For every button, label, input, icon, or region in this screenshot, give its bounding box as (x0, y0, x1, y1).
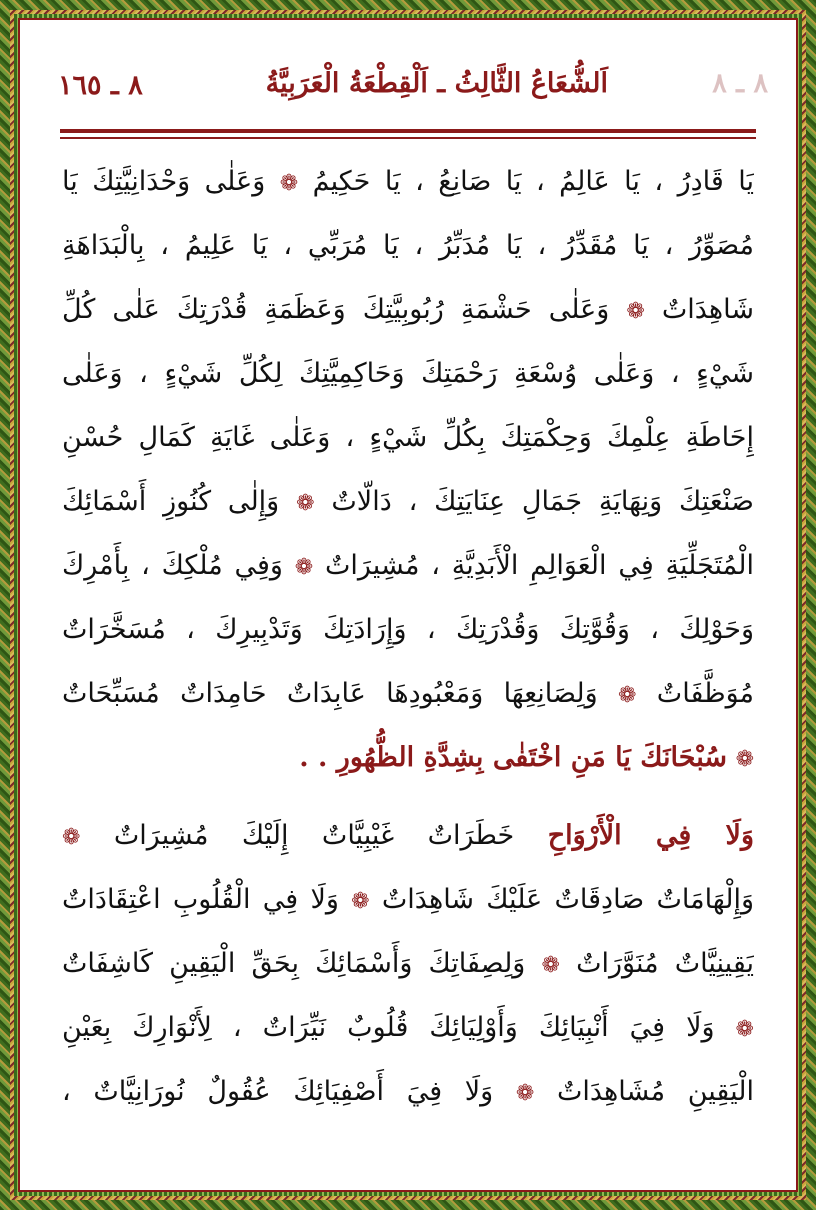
rose-ornament-icon: ❁ (515, 1081, 535, 1106)
header-rule-thick (60, 129, 756, 133)
text-line-2: مُصَوِّرُ ، يَا مُقَدِّرُ ، يَا مُدَبِّرُ ، يَا مُرَبِّي ، يَا عَلِيمُ ، بِالْبَدَاهَةِ (62, 230, 754, 261)
text-line-5: إِحَاطَةِ عِلْمِكَ وَحِكْمَتِكَ بِكُلِّ شَيْءٍ ، وَعَلٰى غَايَةِ كَمَالِ حُسْنِ (62, 422, 754, 453)
rose-ornament-icon: ❁ (62, 825, 81, 850)
header-rule-thin (60, 137, 756, 139)
rose-ornament-icon: ❁ (735, 1017, 754, 1042)
text-line-14: ❁ وَلَا فِيَ أَنْبِيَائِكَ وَأَوْلِيَائِكَ قُلُوبٌ نَيِّرَاتٌ ، لِأَنْوَارِكَ بِعَيْنِ (62, 1012, 754, 1043)
rose-ornament-icon: ❁ (618, 683, 637, 708)
text-line-13: يَقِينِيَّاتٌ مُنَوَّرَاتٌ ❁ وَلِصِفَاتِكَ وَأَسْمَائِكَ بِحَقِّ الْيَقِينِ كَاشِفَاتٌ (62, 948, 754, 979)
rose-ornament-icon: ❁ (294, 555, 314, 580)
text-line-6: صَنْعَتِكَ وَنِهَايَةِ جَمَالِ عِنَايَتِكَ ، دَالّاتٌ ❁ وَإِلٰى كُنُوزِ أَسْمَائِكَ (62, 486, 754, 517)
text-line-8: وَحَوْلِكَ ، وَقُوَّتِكَ وَقُدْرَتِكَ ، وَإِرَادَتِكَ وَتَدْبِيرِكَ ، مُسَخَّرَاتٌ (62, 614, 754, 645)
text-line-11: وَلَا فِي الْأَرْوَاحِ خَطَرَاتٌ غَيْبِيَّاتٌ إِلَيْكَ مُشِيرَاتٌ ❁ (62, 820, 754, 851)
text-line-9: مُوَظَّفَاتٌ ❁ وَلِصَانِعِهَا وَمَعْبُودِهَا عَابِدَاتٌ حَامِدَاتٌ مُسَبِّحَاتٌ (62, 678, 754, 709)
rose-ornament-icon: ❁ (279, 171, 299, 196)
text-line-4: شَيْءٍ ، وَعَلٰى وُسْعَةِ رَحْمَتِكَ وَحَاكِمِيَّتِكَ لِكُلِّ شَيْءٍ ، وَعَلٰى (62, 358, 754, 389)
text-line-7: الْمُتَجَلِّيَةِ فِي الْعَوَالِمِ الْأَبَدِيَّةِ ، مُشِيرَاتٌ ❁ وَفِي مُلْكِكَ ، بِأَمْرِكَ (62, 550, 754, 581)
text-line-15: الْيَقِينِ مُشَاهِدَاتٌ ❁ وَلَا فِيَ أَصْفِيَائِكَ عُقُولٌ نُورَانِيَّاتٌ ، (62, 1076, 754, 1107)
text-line-1: يَا قَادِرُ ، يَا عَالِمُ ، يَا صَانِعُ ، يَا حَكِيمُ ❁ وَعَلٰى وَحْدَانِيَّتِكَ يَا (62, 166, 754, 197)
rose-ornament-icon: ❁ (626, 299, 645, 324)
page-header (38, 60, 778, 120)
rose-ornament-icon: ❁ (735, 747, 754, 772)
para2-lead: وَلَا فِي الْأَرْوَاحِ (547, 820, 754, 851)
text-line-10 (62, 726, 754, 790)
rose-ornament-icon: ❁ (541, 953, 560, 978)
header-ghost-number: ٨ ـ ٨ (712, 68, 768, 99)
text-line-3: شَاهِدَاتٌ ❁ وَعَلٰى حَشْمَةِ رُبُوبِيَّتِكَ وَعَظَمَةِ قُدْرَتِكَ عَلٰى كُلِّ (62, 294, 754, 325)
rose-ornament-icon: ❁ (296, 491, 315, 516)
subhanak-phrase: سُبْحَانَكَ يَا مَنِ اخْتَفٰى بِشِدَّةِ الظُّهُورِ . . (299, 742, 727, 773)
rose-ornament-icon: ❁ (351, 889, 370, 914)
header-title: اَلشُّعَاعُ الثَّالِثُ ـ اَلْقِطْعَةُ الْعَرَبِيَّةُ (265, 68, 608, 99)
text-line-12: وَإِلْهَامَاتٌ صَادِقَاتٌ عَلَيْكَ شَاهِدَاتٌ ❁ وَلَا فِي الْقُلُوبِ اعْتِقَادَاتٌ (62, 884, 754, 915)
page-number: ٨ ـ ١٦٥ (58, 70, 143, 101)
text-body (62, 150, 754, 1124)
